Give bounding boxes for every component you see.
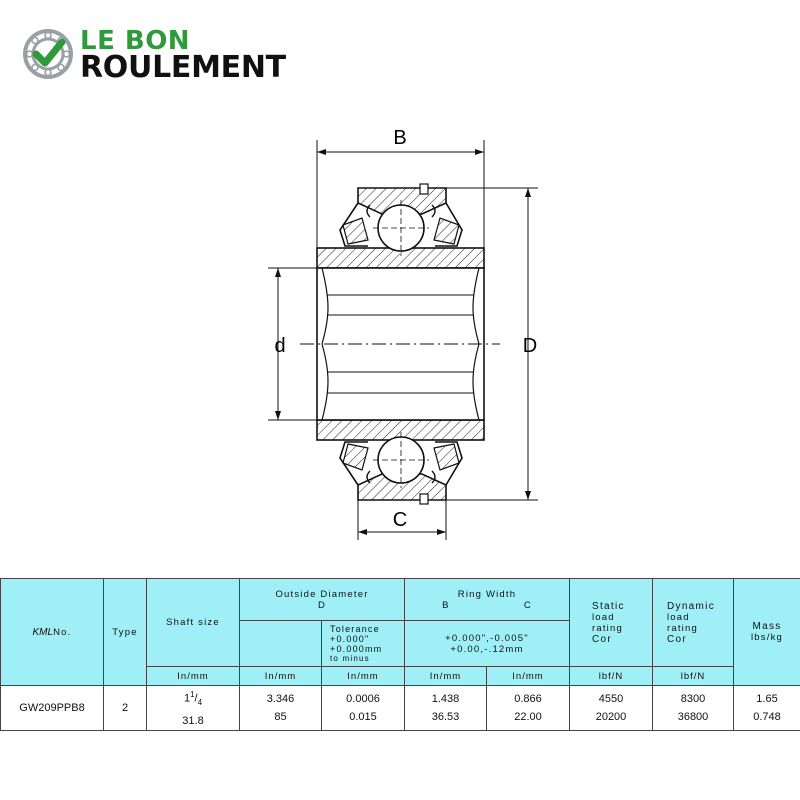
label-small-d: d [274,335,286,357]
dynamic-line3: rating [667,622,698,634]
header-static-load [570,579,653,667]
cell-shaft-mm: 31.8 [182,714,204,727]
unit-static: lbf/N [570,667,653,686]
static-line2: load [592,611,615,623]
cell-dynamic [653,686,734,731]
unit-dynamic: lbf/N [653,667,734,686]
unit-od: In/mm [240,667,322,686]
shaft-whole: 1 [183,692,191,705]
cell-dynamic-lbf: 8300 [680,692,706,705]
header-ring-c: C [523,599,532,611]
cell-c-mm: 22.00 [514,710,542,723]
mass-line2: lbs/kg [750,632,784,643]
unit-shaft: In/mm [147,667,240,686]
cell-mass-lbs: 1.65 [756,692,778,705]
header-outside-diameter-symbol: D [317,599,327,611]
static-line3: rating [592,622,623,634]
cell-b [405,686,487,731]
logo-line2: ROULEMENT [80,50,286,85]
cell-tol-in: 0.0006 [346,692,380,705]
inner-ring [300,248,500,440]
header-kml-text: KML [32,627,54,638]
header-ring-width [405,579,570,621]
header-dynamic-load [653,579,734,667]
cell-tol-mm: 0.015 [349,710,377,723]
logo-line1: LE BON [80,26,191,56]
outer-ring-top [340,184,462,256]
header-type: Type [104,579,147,686]
label-b: B [393,127,407,149]
cell-kml-no: GW209PPB8 [1,686,104,731]
outer-ring-bottom [340,432,462,504]
tolerance-line2: +0.000mm [330,643,383,654]
cell-od [240,686,322,731]
header-kml-no [1,579,104,686]
header-tolerance [322,621,405,667]
ring-tol-line2: +0.00,-.12mm [450,643,524,655]
header-outside-diameter [240,579,405,621]
cell-c [487,686,570,731]
dimension-c [358,500,446,540]
label-big-d: D [522,335,538,357]
dynamic-line4: Cor [667,633,688,645]
cell-tol [322,686,405,731]
cell-mass-kg: 0.748 [753,710,781,723]
header-outside-diameter-label: Outside Diameter [275,588,369,600]
label-c: C [392,509,408,531]
shaft-num: 1 [190,690,195,699]
cell-b-mm: 36.53 [431,710,460,723]
tolerance-line1: +0.000" [330,633,370,644]
header-od-empty [240,621,322,667]
header-mass [734,579,800,686]
brand-logo [22,22,322,86]
cell-shaft-in: $1^1/_4$ [183,690,203,707]
cell-dynamic-n: 36800 [677,710,709,723]
bearing-drawing [0,100,800,560]
table-row [1,686,800,731]
dynamic-line2: load [667,611,690,623]
unit-c: In/mm [487,667,570,686]
cell-static-lbf: 4550 [598,692,624,705]
cell-od-mm: 85 [274,710,287,723]
cell-shaft [147,686,240,731]
shaft-den: 4 [197,697,203,707]
unit-tol: In/mm [322,667,405,686]
bearing-check-icon [22,28,74,80]
header-kml-suffix: No. [53,627,72,638]
header-ring-width-label: Ring Width [457,588,517,600]
tolerance-line3: to minus [330,653,370,663]
cell-c-in: 0.866 [514,692,542,705]
cell-type: 2 [104,686,147,731]
cell-static-n: 20200 [595,710,627,723]
header-ring-b: B [442,599,450,611]
ring-tol-line1: +0.000",-0.005" [445,632,529,644]
mass-line1: Mass [752,621,782,632]
dynamic-line1: Dynamic [667,600,715,612]
unit-b: In/mm [405,667,487,686]
header-shaft-size: Shaft size [147,579,240,667]
tolerance-label: Tolerance [330,623,380,634]
cell-mass [734,686,800,731]
header-ring-tolerance [405,621,570,667]
spec-table [0,578,800,731]
static-line1: Static [592,600,625,612]
cell-b-in: 1.438 [431,692,460,705]
static-line4: Cor [592,633,613,645]
cell-od-in: 3.346 [266,692,295,705]
cell-static [570,686,653,731]
